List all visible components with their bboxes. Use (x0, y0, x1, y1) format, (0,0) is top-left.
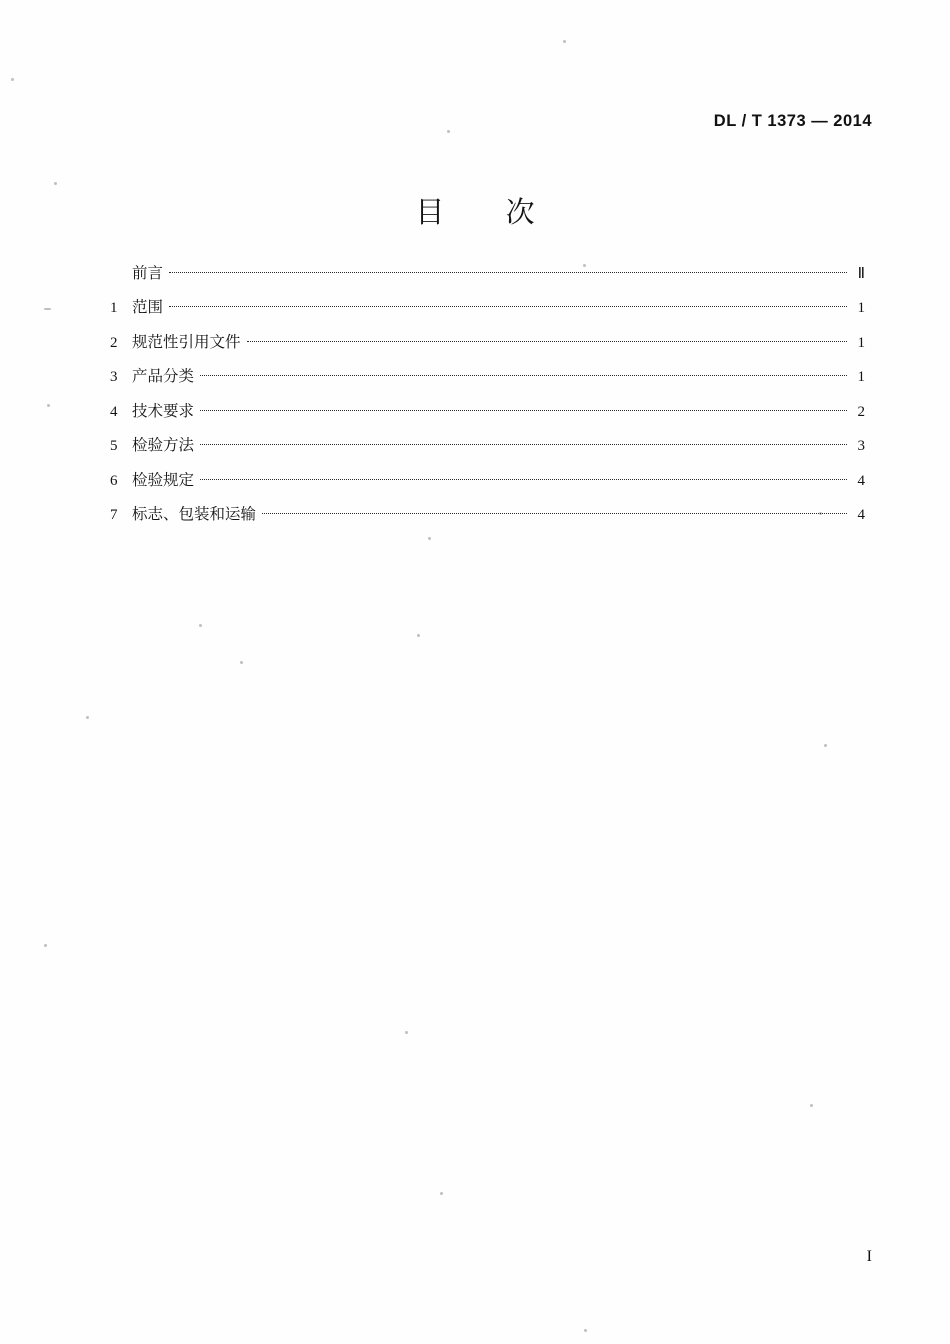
toc-entry-number: 1 (110, 300, 118, 316)
scan-speckle (44, 308, 51, 310)
toc-entry[interactable] (110, 262, 865, 282)
toc-entry-number: 7 (110, 507, 118, 523)
toc-entry[interactable] (110, 435, 865, 455)
scan-speckle (417, 634, 420, 637)
toc-entry-page: 1 (857, 369, 865, 385)
standard-number: DL / T 1373 — 2014 (713, 112, 872, 130)
toc-entry-number: 4 (110, 403, 118, 420)
toc-leader-dots (169, 262, 847, 278)
toc-entry[interactable] (110, 400, 865, 420)
toc-entry-number: 3 (110, 369, 118, 385)
toc-entry-page: 1 (857, 300, 865, 316)
scan-speckle (405, 1031, 408, 1034)
scan-speckle (47, 404, 50, 407)
toc-entry-label: 产品分类 (132, 367, 195, 385)
toc-entry-label: 标志、包装和运输 (132, 505, 257, 523)
toc-entry-label: 技术要求 (132, 401, 195, 420)
toc-entry[interactable] (110, 504, 865, 524)
scan-speckle (440, 1192, 443, 1195)
scan-speckle (563, 40, 566, 43)
toc-leader-dots (200, 366, 847, 382)
toc-leader-dots (200, 469, 847, 485)
table-of-contents (110, 262, 865, 538)
scan-speckle (86, 716, 89, 719)
scan-speckle (584, 1329, 587, 1332)
toc-entry-page: 1 (857, 334, 865, 351)
toc-entry-page: 4 (857, 507, 865, 523)
scan-speckle (447, 130, 450, 133)
toc-entry-page: 4 (857, 472, 865, 489)
toc-entry-label: 规范性引用文件 (132, 332, 241, 351)
scan-speckle (810, 1104, 813, 1107)
toc-entry-number: 5 (110, 438, 118, 454)
toc-entry[interactable] (110, 366, 865, 386)
scan-speckle (824, 744, 827, 747)
scan-speckle (11, 78, 14, 81)
page-title: 目 次 (415, 195, 561, 229)
scan-speckle (44, 944, 47, 947)
toc-entry-label: 检验方法 (132, 436, 195, 454)
toc-entry-label: 前言 (132, 263, 164, 282)
scan-speckle (54, 182, 57, 185)
scan-speckle (240, 661, 243, 664)
toc-leader-dots (262, 504, 847, 520)
toc-entry-page: 2 (857, 403, 865, 420)
scan-speckle (199, 624, 202, 627)
toc-entry-number: 2 (110, 334, 118, 351)
page-number: I (866, 1248, 872, 1265)
toc-entry[interactable] (110, 469, 865, 489)
toc-entry-number: 6 (110, 472, 118, 489)
toc-entry-label: 范围 (132, 298, 164, 316)
toc-entry-page: Ⅱ (857, 265, 865, 282)
toc-leader-dots (200, 435, 847, 451)
toc-entry[interactable] (110, 297, 865, 317)
toc-entry-label: 检验规定 (132, 470, 195, 489)
toc-leader-dots (169, 297, 847, 313)
toc-entry[interactable] (110, 331, 865, 351)
toc-entry-page: 3 (857, 438, 865, 454)
toc-leader-dots (200, 400, 847, 416)
toc-leader-dots (247, 331, 847, 347)
